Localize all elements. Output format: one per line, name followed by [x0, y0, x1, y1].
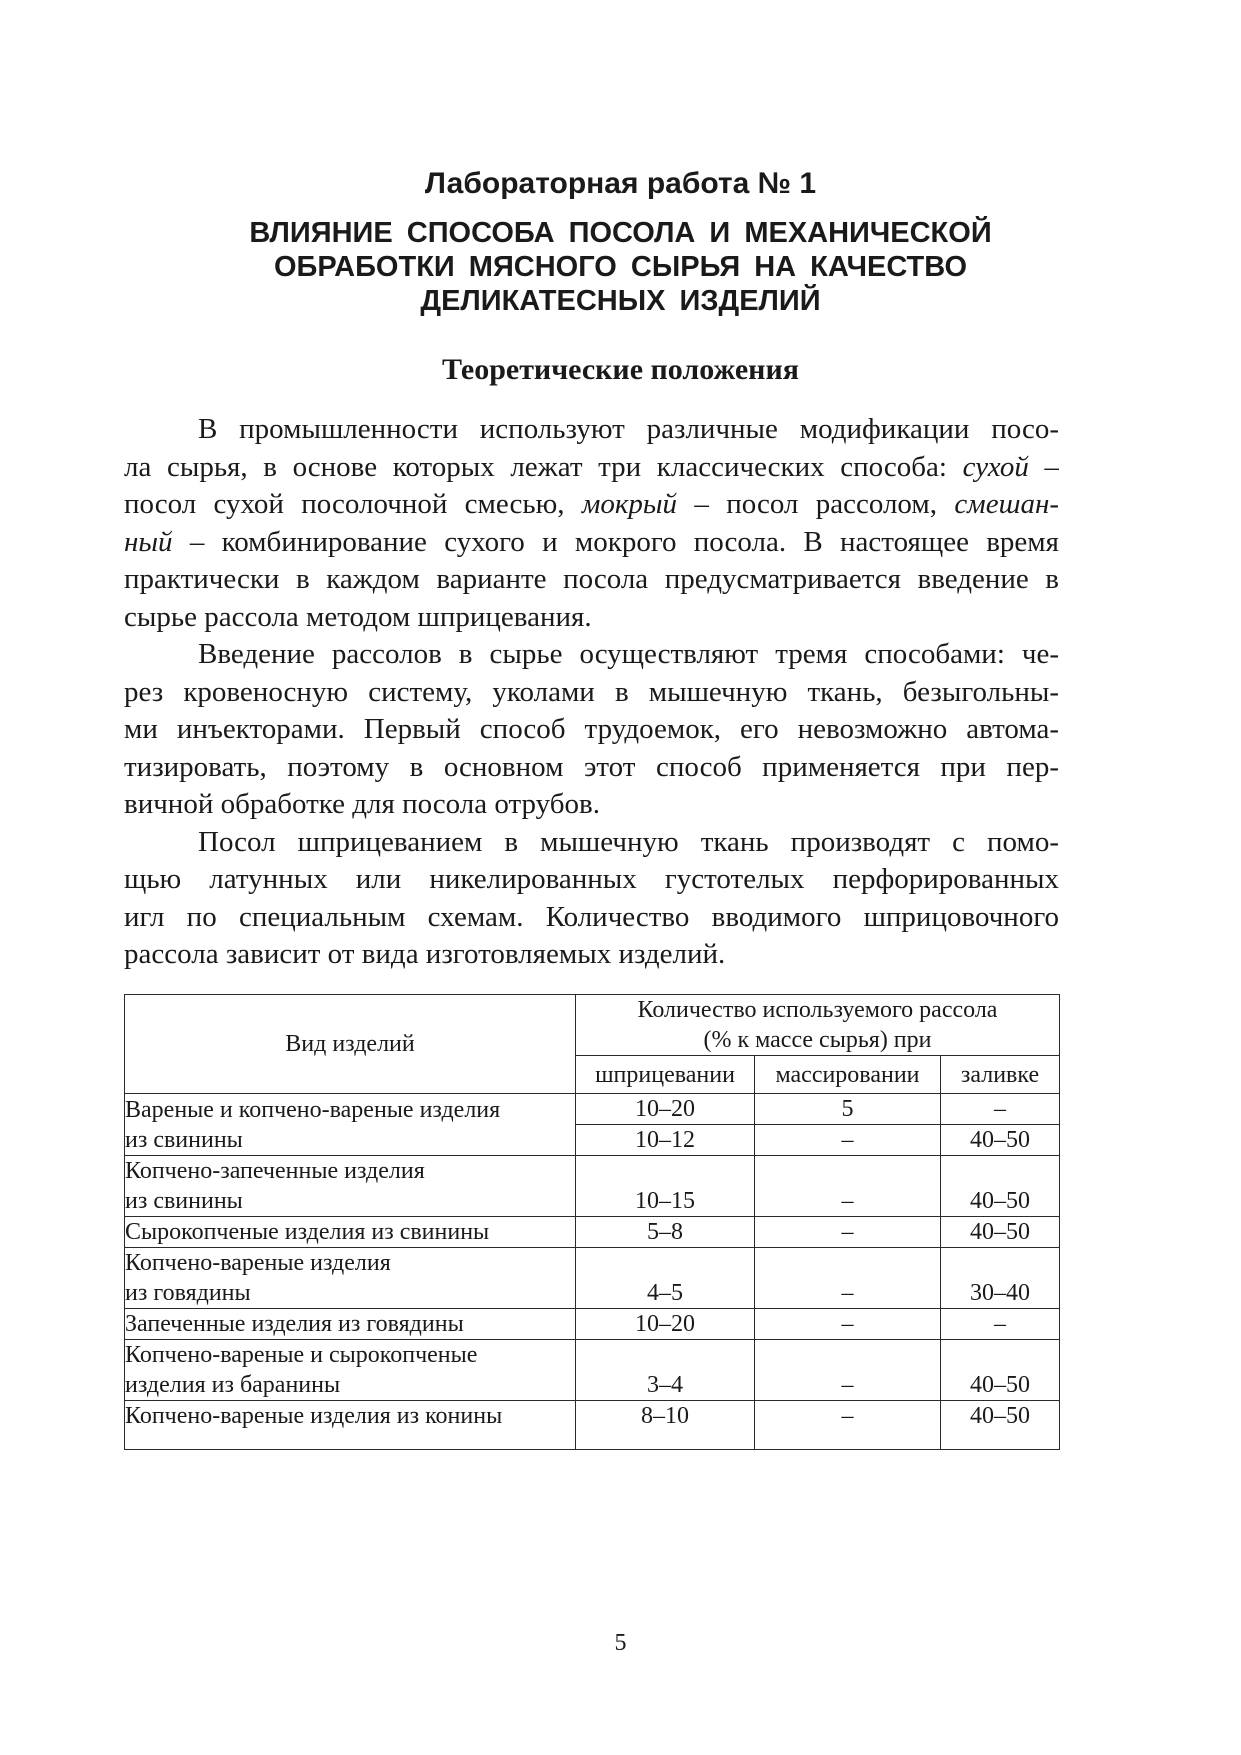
section-title: Теоретические положения	[442, 353, 799, 386]
text-line: В промышленности используют различные модификации посо-	[198, 413, 1059, 445]
cell-injection: 4–5	[576, 1248, 755, 1309]
header-injection: шприцевании	[576, 1056, 755, 1094]
cell-kind: Вареные и копчено-вареные изделия	[125, 1094, 576, 1125]
term-dry: сухой	[962, 450, 1029, 483]
cell-kind: Копчено-вареные и сырокопченые изделия из баранины	[125, 1340, 576, 1401]
cell-massage: –	[755, 1309, 941, 1340]
cell-pouring: 40–50	[941, 1217, 1060, 1248]
body-text	[124, 411, 1059, 974]
cell-injection: 10–20	[576, 1309, 755, 1340]
cell-massage: –	[755, 1401, 941, 1450]
cell-pouring: 40–50	[941, 1401, 1060, 1450]
term-mixed: смешан-	[954, 488, 1059, 520]
header-massage: массировании	[755, 1056, 941, 1094]
cell-pouring: 30–40	[941, 1248, 1060, 1309]
text-line: ный – комбинирование сухого и мокрого посола. В настоящее время	[124, 525, 1059, 558]
text-line: рассола зависит от вида изготовляемых изделий.	[124, 938, 726, 970]
text-line: ла сырья, в основе которых лежат три классических способа: сухой –	[124, 450, 1059, 483]
cell-massage: –	[755, 1248, 941, 1309]
paragraph-3	[124, 824, 1059, 974]
main-title-line: ДЕЛИКАТЕСНЫХ ИЗДЕЛИЙ	[420, 285, 821, 317]
text-line: ми инъекторами. Первый способ трудоемок, его невозможно автома-	[124, 713, 1059, 745]
cell-kind: Запеченные изделия из говядины	[125, 1309, 576, 1340]
cell-pouring: 40–50	[941, 1125, 1060, 1156]
text-line: практически в каждом варианте посола предусматривается введение в	[124, 563, 1059, 595]
cell-kind: Копчено-вареные изделия из конины	[125, 1401, 576, 1450]
table-row	[125, 1401, 1060, 1450]
cell-injection: 8–10	[576, 1401, 755, 1450]
text-line: сырье рассола методом шприцевания.	[124, 600, 592, 633]
term-mixed-end: ный	[124, 525, 173, 558]
term-wet: мокрый	[581, 488, 678, 520]
cell-injection: 3–4	[576, 1340, 755, 1401]
lab-work-title: Лабораторная работа № 1	[424, 167, 817, 200]
text-line: вичной обработке для посола отрубов.	[124, 788, 600, 820]
cell-injection: 10–15	[576, 1156, 755, 1217]
table-row	[125, 1125, 1060, 1156]
page-number: 5	[614, 1630, 627, 1656]
text-line: Посол шприцеванием в мышечную ткань производят с помо-	[198, 825, 1059, 858]
table-row	[125, 1094, 1060, 1125]
text-line: тизировать, поэтому в основном этот способ применяется при пер-	[124, 750, 1059, 783]
table-row	[125, 1156, 1060, 1217]
header-pouring: заливке	[941, 1056, 1060, 1094]
table-row	[125, 1309, 1060, 1340]
paragraph-2	[124, 636, 1059, 824]
cell-injection: 5–8	[576, 1217, 755, 1248]
cell-kind: из свинины	[125, 1125, 576, 1156]
text-line: посол сухой посолочной смесью, мокрый – посол рассолом, смешан-	[124, 488, 1059, 520]
main-title-line: ВЛИЯНИЕ СПОСОБА ПОСОЛА И МЕХАНИЧЕСКОЙ	[249, 217, 992, 249]
header-brine-amount: Количество используемого рассола (% к массе сырья) при	[576, 995, 1060, 1056]
text-line: рез кровеносную систему, уколами в мышечную ткань, безыгольны-	[124, 675, 1059, 708]
cell-massage: –	[755, 1340, 941, 1401]
table-row	[125, 1340, 1060, 1401]
cell-pouring: 40–50	[941, 1156, 1060, 1217]
header-product-kind: Вид изделий	[125, 995, 576, 1094]
cell-pouring: –	[941, 1094, 1060, 1125]
cell-massage: –	[755, 1125, 941, 1156]
text-line: игл по специальным схемам. Количество вводимого шприцовочного	[124, 900, 1059, 933]
brine-usage-table	[124, 994, 1060, 1450]
table-row	[125, 1217, 1060, 1248]
cell-kind: Копчено-запеченные изделия из свинины	[125, 1156, 576, 1217]
cell-massage: –	[755, 1156, 941, 1217]
text-line: щью латунных или никелированных густотелых перфорированных	[124, 863, 1059, 895]
main-title-line: ОБРАБОТКИ МЯСНОГО СЫРЬЯ НА КАЧЕСТВО	[273, 251, 968, 283]
cell-kind: Сырокопченые изделия из свинины	[125, 1217, 576, 1248]
cell-massage: 5	[755, 1094, 941, 1125]
table-row	[125, 1248, 1060, 1309]
cell-pouring: 40–50	[941, 1340, 1060, 1401]
cell-kind: Копчено-вареные изделия из говядины	[125, 1248, 576, 1309]
text-line: Введение рассолов в сырье осуществляют тремя способами: че-	[198, 638, 1059, 670]
cell-pouring: –	[941, 1309, 1060, 1340]
cell-massage: –	[755, 1217, 941, 1248]
cell-injection: 10–12	[576, 1125, 755, 1156]
main-title	[120, 216, 1121, 318]
cell-injection: 10–20	[576, 1094, 755, 1125]
paragraph-1	[124, 411, 1059, 636]
